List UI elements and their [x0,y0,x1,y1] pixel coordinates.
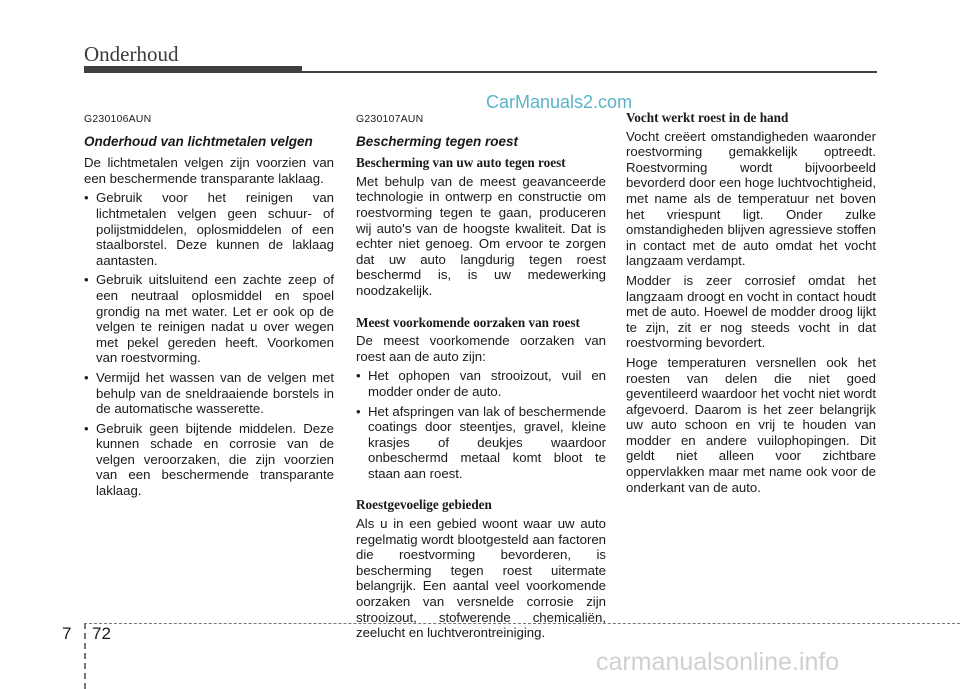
list-item: • Het ophopen van strooizout, vuil en modder onder de auto. [356,368,606,399]
list-item: • Gebruik voor het reinigen van lichtmetalen velgen geen schuur- of polijstmiddelen, oplosmiddelen of een staalborstel. Deze kunnen de laklaag aantasten. [84,190,334,268]
list-item: • Gebruik geen bijtende middelen. Deze kunnen schade en corrosie van de velgen veroorzaken, die zijn voorzien van een beschermende transparante laklaag. [84,421,334,499]
column-rust [356,110,606,645]
footer-rule [84,623,960,624]
list-item: • Het afspringen van lak of beschermende coatings door steentjes, gravel, kleine krasjes of deukjes waardoor onbeschermd metaal komt bloot te staan aan roest. [356,404,606,482]
paragraph: De lichtmetalen velgen zijn voorzien van een beschermende transparante laklaag. [84,155,334,186]
column-moisture [626,110,876,499]
section-heading: Bescherming tegen roest [356,133,519,149]
subheading: Vocht werkt roest in de hand [626,110,789,125]
section-code: G230106AUN [84,113,152,125]
subheading: Roestgevoelige gebieden [356,497,492,513]
page-header-title: Onderhoud [84,42,179,66]
paragraph: Vocht creëert omstandigheden waaronder roestvorming gemakkelijk optreedt. Roestvorming wordt bijvoorbeeld bevorderd door een hoge luchtvochtigheid, met name als de temperatuur net boven het vriespunt ligt. Onder zulke omstandigheden blijven agressieve stoffen in contact met de auto omdat het vocht langzaam verdampt. [626,128,877,269]
subheading: Meest voorkomende oorzaken van roest [356,314,580,330]
bullet-list [84,190,334,498]
watermark-top: CarManuals2.com [486,92,633,112]
paragraph: Hoge temperaturen versnellen ook het roesten van delen die niet goed geventileerd waardoor het vocht niet wordt afgevoerd. Daarom is het zeer belangrijk uw auto schoon en vrij te houden van modder en andere vuilophopingen. Dit geldt niet alleen voor zichtbare oppervlakken maar met name ook voor de onderkant van de auto. [626,354,876,495]
paragraph: Modder is zeer corrosief omdat het langzaam droogt en vocht in contact houdt met de auto. Hoewel de modder droog lijkt te zijn, zit er nog steeds vocht in dat roestvorming bevordert. [626,272,876,351]
paragraph: Als u in een gebied woont waar uw auto regelmatig wordt blootgesteld aan factoren die roestvorming bevorderen, is bescherming tegen roest uitermate belangrijk. Een aantal veel voorkomende oorzaken van versnelde corrosie zijn strooizout, stofwerende chemicaliën, zeelucht en luchtverontreiniging. [356,516,606,641]
watermark-bottom: carmanualsonline.info [596,648,840,676]
list-item: • Gebruik uitsluitend een zachte zeep of een neutraal oplosmiddel en spoel grondig na met water. Let er ook op de velgen te reinigen nadat u over wegen met pekel gereden heeft. Voorkomen van roestvorming. [84,272,334,366]
bullet-list [356,368,606,481]
footer-divider [84,623,88,689]
header-rule-thick [84,66,302,73]
page-number: 72 [92,624,111,643]
list-item: • Vermijd het wassen van de velgen met behulp van de sneldraaiende borstels in de automatische wasserette. [84,370,334,417]
chapter-number: 7 [62,624,72,643]
header-rule-thin [302,71,877,73]
section-code: G230107AUN [356,113,424,125]
subheading: Bescherming van uw auto tegen roest [356,155,566,171]
section-heading: Onderhoud van lichtmetalen velgen [84,133,313,149]
paragraph: Met behulp van de meest geavanceerde technologie in ontwerp en constructie om roestvorming tegen te gaan, produceren wij auto's van de hoogste kwaliteit. Dat is echter niet genoeg. Om ervoor te zorgen dat uw auto langdurig tegen roest beschermd is, is uw medewerking noodzakelijk. [356,173,606,298]
column-wheels [84,110,334,503]
paragraph: De meest voorkomende oorzaken van roest aan de auto zijn: [356,333,606,364]
